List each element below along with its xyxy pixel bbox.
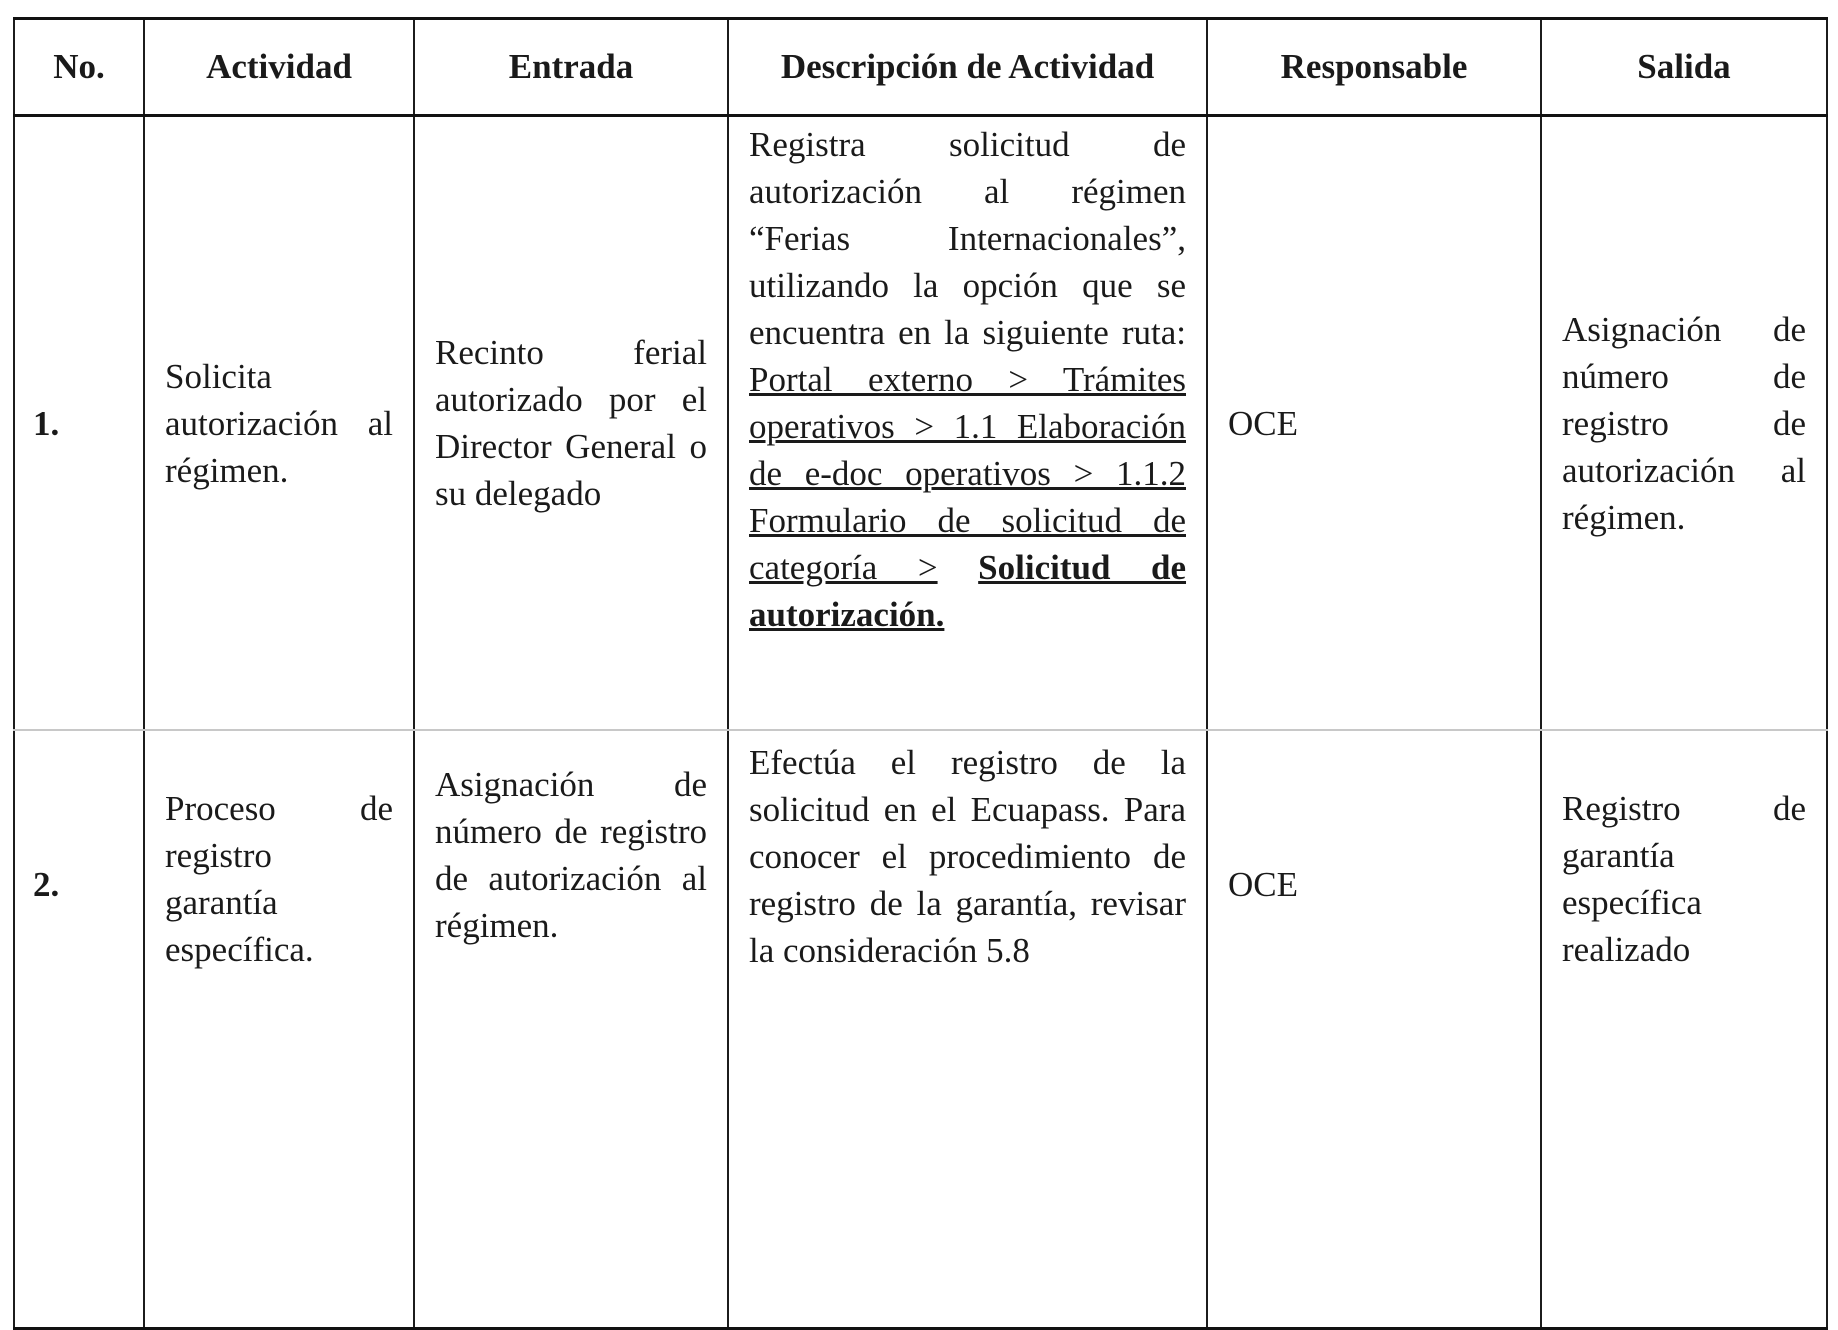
responsible-cell: OCE bbox=[1207, 116, 1541, 731]
row-number: 1. bbox=[14, 116, 144, 731]
output-cell: Asignación de número de registro de autorización al régimen. bbox=[1541, 116, 1827, 731]
description-cell bbox=[728, 116, 1207, 731]
activity-cell: Solicita autorización al régimen. bbox=[144, 116, 414, 731]
output-cell: Registro de garantía específica realizado bbox=[1541, 730, 1827, 1329]
description-text: Registra solicitud de autorización al régimen “Ferias Internacionales”, utilizando la opción que se encuentra en la siguiente ruta: bbox=[749, 125, 1186, 352]
table-row bbox=[14, 730, 1827, 1329]
header-entrada: Entrada bbox=[414, 19, 728, 116]
description-cell: Efectúa el registro de la solicitud en el Ecuapass. Para conocer el procedimiento de registro de la garantía, revisar la consideración 5.8 bbox=[728, 730, 1207, 1329]
responsible-cell: OCE bbox=[1207, 730, 1541, 1329]
header-descripcion: Descripción de Actividad bbox=[728, 19, 1207, 116]
solicitud-autorizacion-link[interactable]: Solicitud de autorización. bbox=[749, 548, 1187, 634]
row-number: 2. bbox=[14, 730, 144, 1329]
procedure-table bbox=[13, 17, 1828, 1330]
header-salida: Salida bbox=[1541, 19, 1827, 116]
header-row bbox=[14, 19, 1827, 116]
table-row bbox=[14, 116, 1827, 731]
header-responsable: Responsable bbox=[1207, 19, 1541, 116]
input-cell: Asignación de número de registro de autorización al régimen. bbox=[414, 730, 728, 1329]
input-cell: Recinto ferial autorizado por el Director General o su delegado bbox=[414, 116, 728, 731]
header-actividad: Actividad bbox=[144, 19, 414, 116]
activity-cell: Proceso de registro garantía específica. bbox=[144, 730, 414, 1329]
header-no: No. bbox=[14, 19, 144, 116]
navigation-path-link[interactable]: Portal externo > Trámites operativos > 1.1 Elaboración de e-doc operativos > 1.1.2 Formulario de solicitud de categoría > bbox=[749, 360, 1186, 587]
procedure-table-container bbox=[13, 17, 1826, 1330]
